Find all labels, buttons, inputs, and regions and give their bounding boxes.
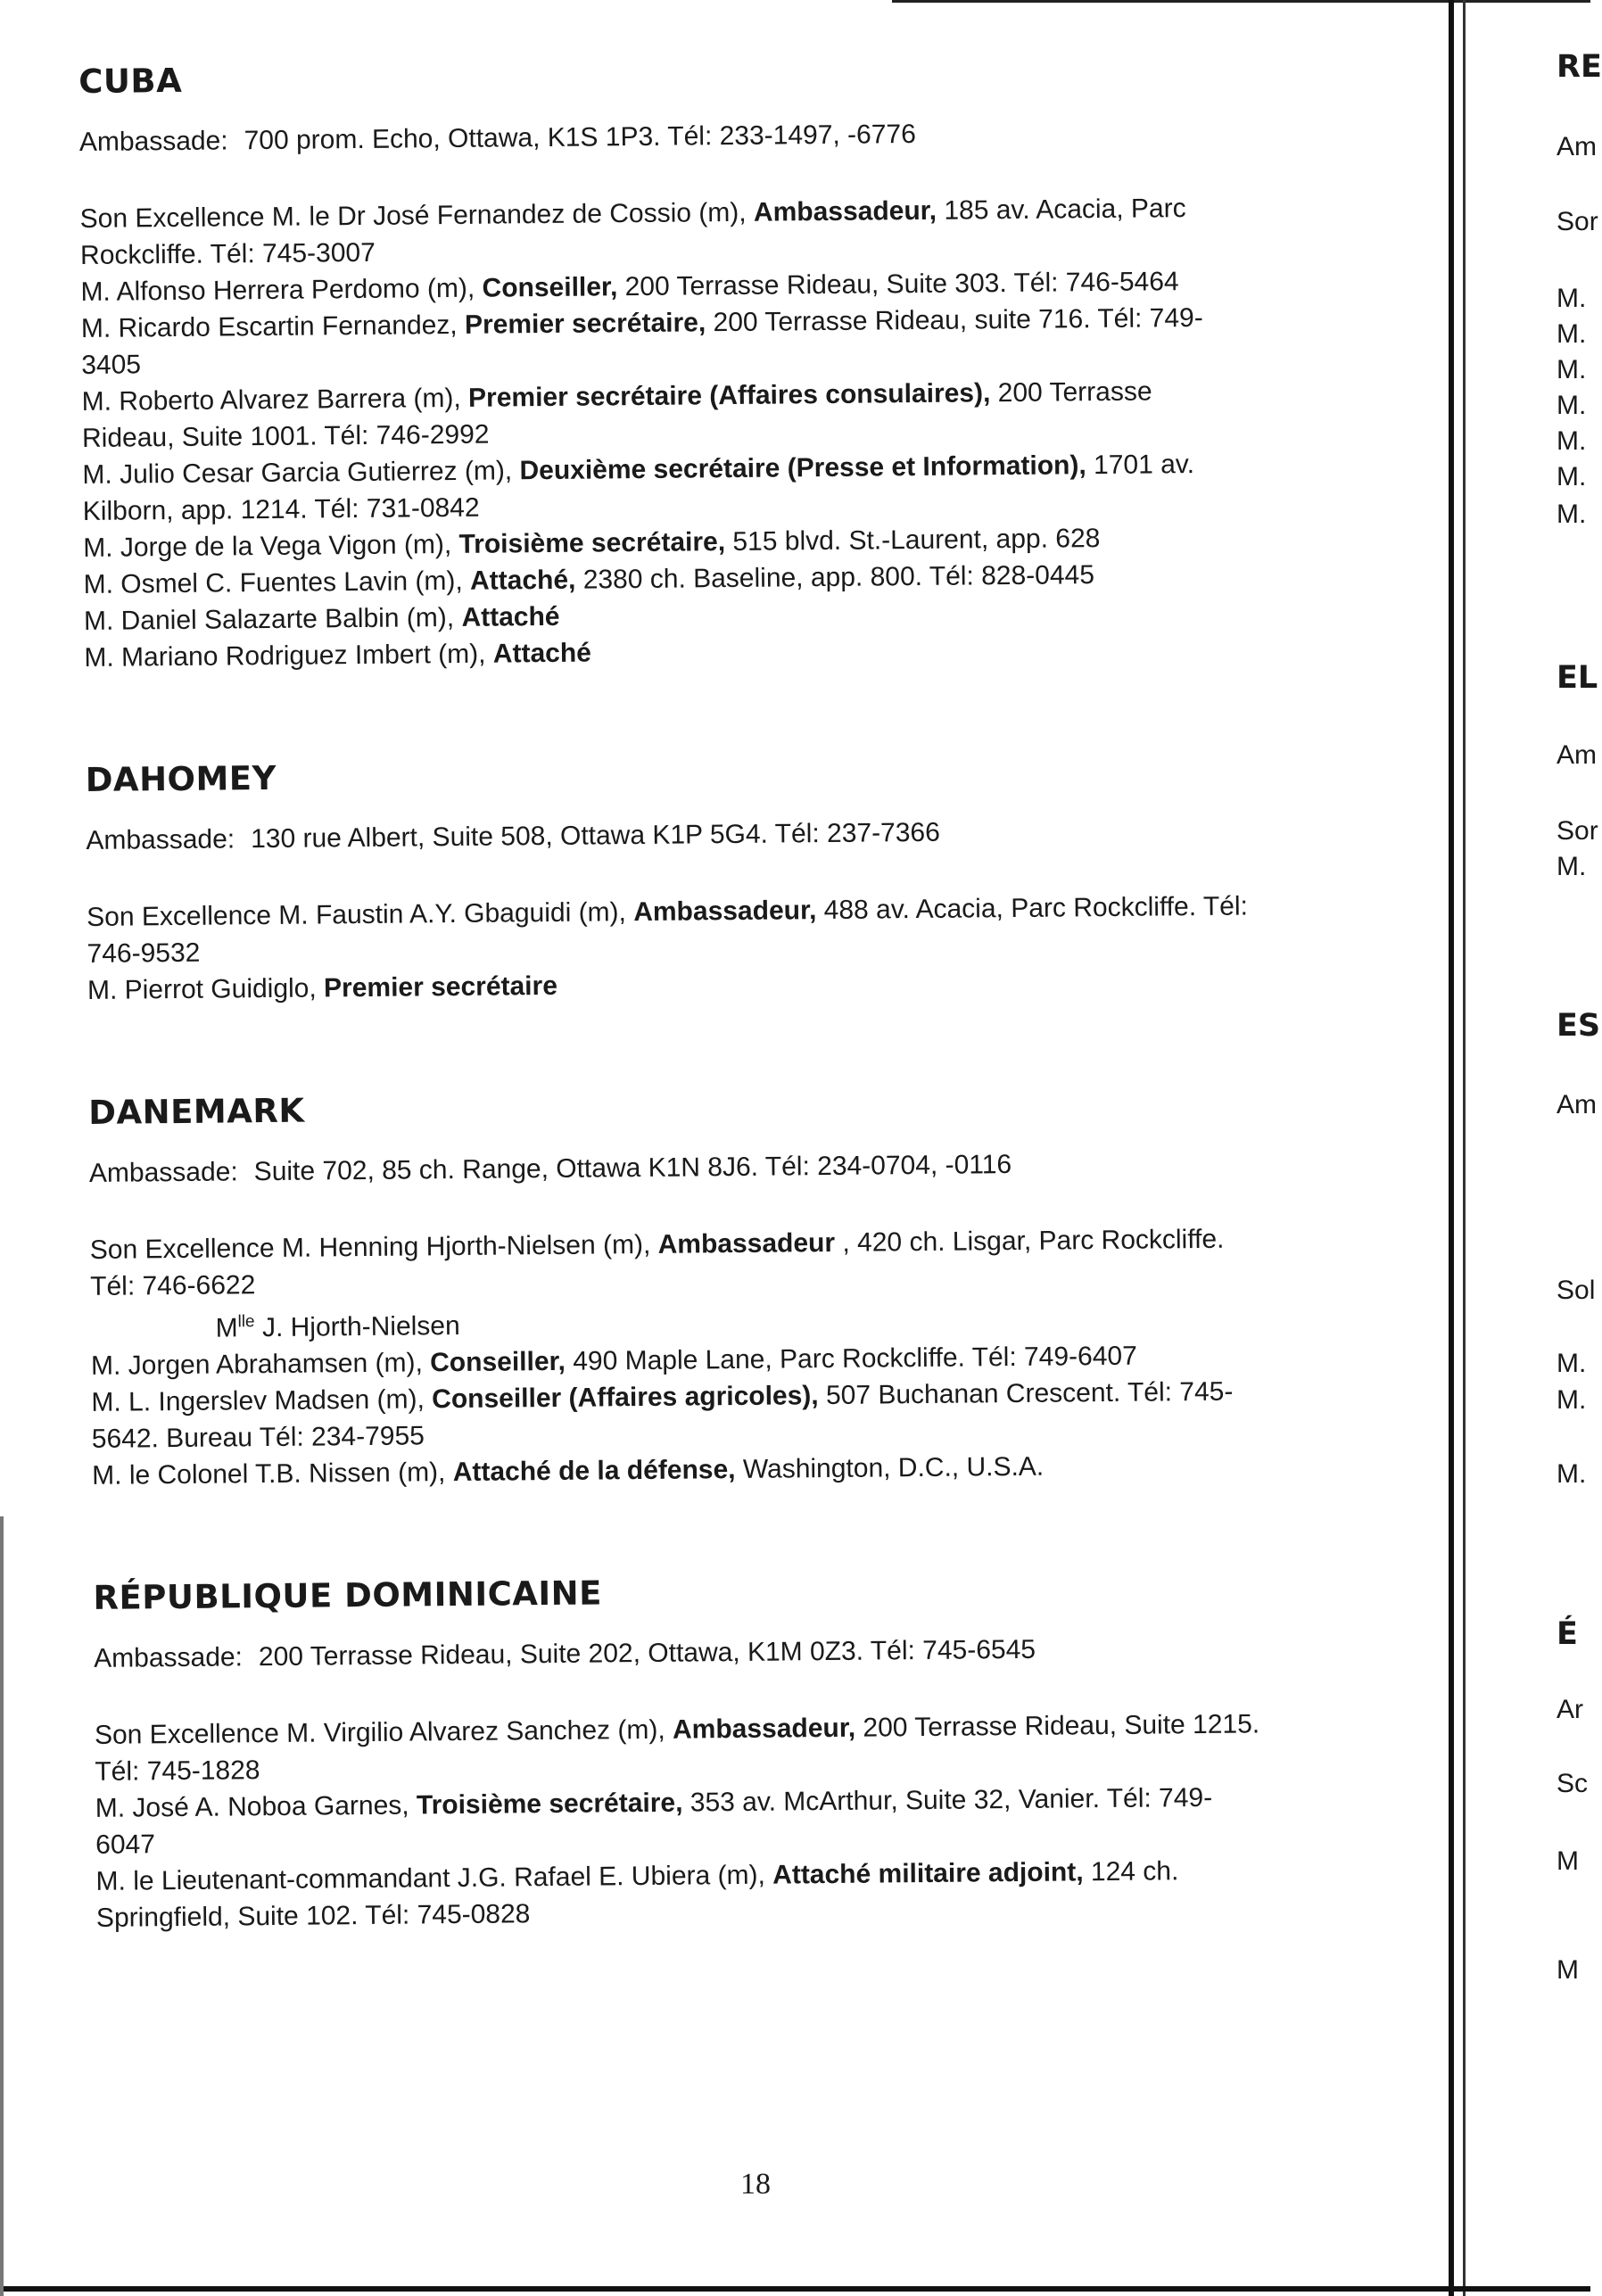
facing-page-text: Ar — [1557, 1695, 1583, 1724]
staff-entry — [81, 371, 1402, 457]
entry-list — [87, 887, 1408, 1009]
staff-name: M. Roberto Alvarez Barrera (m), — [81, 383, 469, 417]
staff-title: Ambassadeur, — [753, 195, 937, 227]
staff-entry — [95, 1705, 1416, 1790]
staff-title: Premier secrétaire (Affaires consulaires), — [467, 378, 991, 413]
staff-entry — [87, 887, 1408, 972]
staff-entry — [91, 1372, 1412, 1458]
facing-page-heading: RE — [1557, 49, 1602, 85]
facing-page-text: M. — [1557, 284, 1587, 313]
staff-name: M. Julio Cesar Garcia Gutierrez (m), — [82, 456, 520, 490]
embassy-label: Ambassade: — [88, 1157, 238, 1188]
staff-title: Premier secrétaire — [323, 970, 558, 1003]
staff-address-continued: Tél: 745-1828 — [95, 1755, 260, 1787]
gutter-rule — [1449, 0, 1454, 2296]
staff-title: Troisième secrétaire, — [416, 1788, 683, 1821]
embassy-label: Ambassade: — [86, 824, 235, 855]
facing-page-text: M. — [1557, 319, 1587, 349]
facing-page-heading: EL — [1557, 660, 1598, 696]
staff-name: Son Excellence M. le Dr José Fernandez de Cossio (m), — [79, 197, 755, 234]
staff-name: M. Ricardo Escartin Fernandez, — [80, 310, 466, 343]
staff-title: Conseiller, — [482, 272, 618, 303]
staff-entry — [81, 298, 1402, 384]
staff-address: , 420 ch. Lisgar, Parc Rockcliffe. — [834, 1224, 1225, 1258]
staff-address-continued: 746-9532 — [87, 937, 201, 969]
embassy-address: Suite 702, 85 ch. Range, Ottawa K1N 8J6. Tél: 234-0704, -0116 — [253, 1150, 1012, 1187]
entry-list — [79, 188, 1404, 676]
staff-address: 124 ch. — [1083, 1856, 1179, 1887]
staff-address: 2380 ch. Baseline, app. 800. Tél: 828-0445 — [575, 560, 1095, 595]
spouse-prefix-sup: lle — [237, 1312, 255, 1332]
embassy-label: Ambassade: — [78, 126, 228, 157]
facing-page-text: Sol — [1557, 1276, 1596, 1305]
staff-title: Conseiller (Affaires agricoles), — [432, 1381, 819, 1415]
staff-entry — [82, 444, 1403, 530]
staff-address-continued: 6047 — [95, 1829, 156, 1860]
staff-name: M. Osmel C. Fuentes Lavin (m), — [83, 566, 471, 599]
facing-page-text: Am — [1557, 1090, 1597, 1119]
facing-page-text: Am — [1557, 132, 1597, 161]
facing-page-text: M. — [1557, 1349, 1587, 1378]
staff-name: Son Excellence M. Henning Hjorth-Nielsen (m), — [89, 1229, 658, 1265]
facing-page-text: Sc — [1557, 1769, 1589, 1798]
staff-title: Ambassadeur, — [672, 1713, 856, 1745]
spouse-prefix: M — [215, 1313, 238, 1343]
facing-page-text: M. — [1557, 500, 1587, 529]
embassy-address: 130 rue Albert, Suite 508, Ottawa K1P 5G4. Tél: 237-7366 — [250, 817, 940, 855]
facing-page-text: Sor — [1557, 207, 1598, 236]
section-dominicaine — [93, 1566, 1416, 1937]
staff-name: M. Jorgen Abrahamsen (m), — [90, 1348, 431, 1381]
facing-page-text: M — [1557, 1846, 1579, 1876]
facing-page-text: M. — [1557, 1385, 1587, 1415]
staff-entry — [79, 188, 1400, 274]
staff-address-continued: Rideau, Suite 1001. Tél: 746-2992 — [81, 419, 490, 453]
entry-list — [90, 1219, 1413, 1494]
facing-page-heading: ES — [1557, 1008, 1601, 1044]
staff-name: M. Daniel Salazarte Balbin (m), — [83, 602, 462, 636]
staff-title: Troisième secrétaire, — [458, 527, 726, 559]
facing-page-text: M — [1557, 1955, 1579, 1985]
staff-address: 488 av. Acacia, Parc Rockcliffe. Tél: — [816, 891, 1249, 926]
staff-address: 185 av. Acacia, Parc — [936, 194, 1186, 226]
facing-page-text: M. — [1557, 852, 1587, 881]
staff-entry — [95, 1851, 1416, 1937]
main-column — [78, 50, 1416, 1937]
facing-page-text: M. — [1557, 426, 1587, 456]
facing-page-text: M. — [1557, 1459, 1587, 1489]
country-heading: DANEMARK — [88, 1091, 305, 1132]
section-danemark — [88, 1081, 1412, 1494]
staff-title: Ambassadeur — [657, 1227, 836, 1259]
staff-address: 1701 av. — [1086, 450, 1195, 481]
staff-name: M. José A. Noboa Garnes, — [95, 1790, 417, 1823]
embassy-address: 700 prom. Echo, Ottawa, K1S 1P3. Tél: 233-1497, -6776 — [244, 119, 916, 156]
staff-address-continued: Springfield, Suite 102. Tél: 745-0828 — [95, 1899, 531, 1933]
staff-address: 490 Maple Lane, Parc Rockcliffe. Tél: 749-6407 — [565, 1341, 1137, 1376]
page-edge-shadow — [0, 1516, 4, 2296]
staff-name: M. Mariano Rodriguez Imbert (m), — [84, 639, 493, 673]
facing-page-text: M. — [1557, 391, 1587, 420]
bottom-rule — [0, 2286, 1590, 2292]
staff-name: M. Jorge de la Vega Vigon (m), — [83, 529, 459, 563]
staff-title: Ambassadeur, — [633, 896, 817, 928]
staff-name: Son Excellence M. Faustin A.Y. Gbaguidi (m), — [87, 897, 634, 932]
staff-address-continued: Kilborn, app. 1214. Tél: 731-0842 — [82, 492, 480, 526]
staff-entry — [90, 1219, 1411, 1305]
gutter-rule-inner — [1463, 0, 1466, 2296]
staff-title: Attaché de la défense, — [452, 1455, 736, 1488]
staff-entry — [95, 1778, 1416, 1863]
facing-page-text: M. — [1557, 355, 1587, 384]
staff-address-continued: Rockcliffe. Tél: 745-3007 — [79, 237, 376, 270]
staff-name: M. le Colonel T.B. Nissen (m), — [92, 1458, 453, 1491]
embassy-line — [79, 115, 1400, 158]
country-heading: CUBA — [78, 61, 183, 101]
staff-name: M. Alfonso Herrera Perdomo (m), — [80, 273, 483, 307]
staff-address: Washington, D.C., U.S.A. — [735, 1451, 1045, 1485]
embassy-line — [86, 814, 1406, 856]
staff-address: 353 av. McArthur, Suite 32, Vanier. Tél: 749- — [682, 1782, 1213, 1818]
section-dahomey — [86, 748, 1408, 1009]
top-rule — [892, 0, 1590, 3]
entry-list — [95, 1705, 1416, 1937]
staff-name: M. Pierrot Guidiglo, — [87, 973, 325, 1005]
section-cuba — [78, 50, 1405, 676]
staff-title: Attaché — [492, 638, 592, 669]
page-number: 18 — [740, 2168, 771, 2201]
embassy-line — [89, 1146, 1409, 1189]
staff-address: 507 Buchanan Crescent. Tél: 745- — [818, 1376, 1234, 1411]
staff-name: M. le Lieutenant-commandant J.G. Rafael E. Ubiera (m), — [95, 1860, 773, 1896]
staff-address-continued: Tél: 746-6622 — [90, 1270, 256, 1301]
staff-address-continued: 3405 — [81, 350, 142, 380]
facing-page-text: Am — [1557, 740, 1597, 770]
staff-name: Son Excellence M. Virgilio Alvarez Sanchez (m), — [94, 1714, 673, 1750]
facing-page-heading: É — [1557, 1616, 1578, 1652]
staff-title: Conseiller, — [430, 1346, 566, 1378]
embassy-label: Ambassade: — [94, 1642, 244, 1673]
embassy-address: 200 Terrasse Rideau, Suite 202, Ottawa, K1M 0Z3. Tél: 745-6545 — [258, 1634, 1036, 1672]
staff-title: Premier secrétaire, — [464, 308, 706, 340]
staff-title: Attaché, — [469, 565, 576, 596]
embassy-line — [94, 1631, 1414, 1674]
staff-title: Deuxième secrétaire (Presse et Information), — [519, 450, 1086, 486]
spouse-name: J. Hjorth-Nielsen — [254, 1310, 460, 1343]
staff-title: Attaché — [461, 601, 560, 632]
staff-address: 200 Terrasse — [990, 376, 1152, 409]
facing-page-text: Sor — [1557, 816, 1598, 846]
staff-address-continued: 5642. Bureau Tél: 234-7955 — [91, 1421, 425, 1454]
facing-page-text: M. — [1557, 462, 1587, 491]
staff-address: 200 Terrasse Rideau, Suite 1215. — [855, 1709, 1260, 1743]
staff-address: 515 blvd. St.-Laurent, app. 628 — [724, 524, 1101, 557]
country-heading: RÉPUBLIQUE DOMINICAINE — [93, 1573, 603, 1617]
staff-name: M. L. Ingerslev Madsen (m), — [91, 1384, 433, 1417]
staff-address: 200 Terrasse Rideau, suite 716. Tél: 749- — [706, 302, 1203, 338]
country-heading: DAHOMEY — [85, 758, 277, 799]
staff-address: 200 Terrasse Rideau, Suite 303. Tél: 746-5464 — [617, 267, 1179, 302]
staff-title: Attaché militaire adjoint, — [772, 1857, 1084, 1890]
